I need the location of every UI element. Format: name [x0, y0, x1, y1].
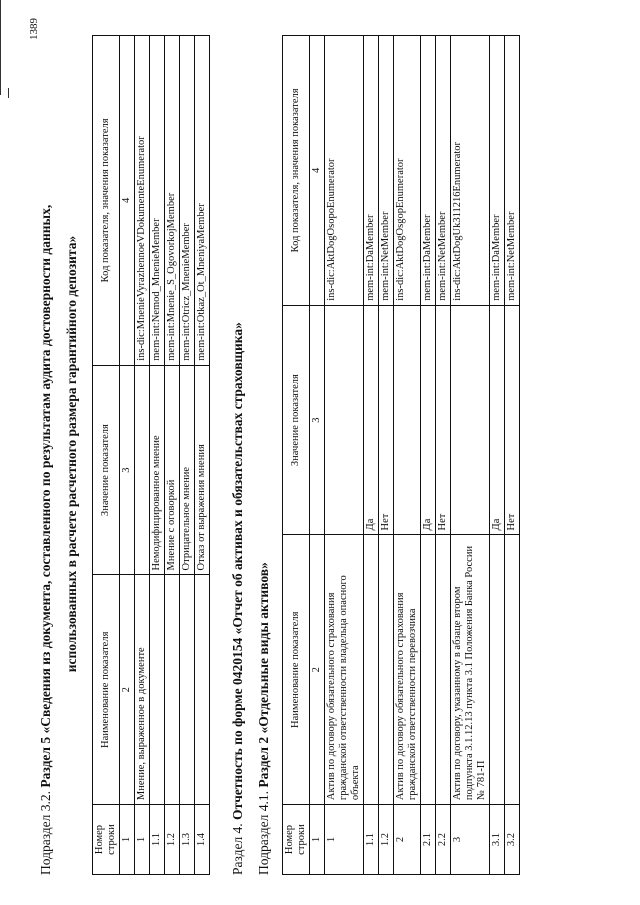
table-header-row [93, 36, 120, 875]
cell-indicator-name [180, 575, 195, 805]
header-num: 2 [120, 575, 135, 805]
cell-indicator-value: Отказ от выражения мнения [195, 365, 210, 575]
section-4-bold: Отчетность по форме 0420154 «Отчет об активах и обязательствах страховщика» [230, 322, 245, 820]
cell-indicator-value: Да [364, 305, 379, 535]
subsection-4-1-title [254, 33, 274, 875]
header-indicator-value: Значение показателя [283, 305, 310, 535]
table-row [195, 36, 210, 875]
cell-indicator-code: mem-int:Otkaz_Ot_MneniyaMember [195, 36, 210, 366]
table-row [180, 36, 195, 875]
subsection-4-1-bold: Раздел 2 «Отдельные виды активов» [256, 562, 271, 788]
cell-indicator-value: Да [490, 305, 505, 535]
cell-indicator-value: Немодифицированное мнение [150, 365, 165, 575]
header-num: 3 [310, 305, 325, 535]
cell-indicator-name: Мнение, выраженное в документе [135, 575, 150, 805]
table-header-row [283, 36, 310, 875]
cell-indicator-code: ins-dic:AktDogOsgopEnumerator [394, 36, 421, 306]
cell-indicator-code: ins-dic:AktDogOsopoEnumerator [325, 36, 364, 306]
cell-indicator-code: mem-int:NetMember [379, 36, 394, 306]
cell-row-number: 3.2 [505, 805, 520, 875]
cell-row-number: 1.2 [165, 805, 180, 875]
header-row-number: Номер строки [93, 805, 120, 875]
cell-indicator-name [165, 575, 180, 805]
table-row [490, 36, 505, 875]
subsection-4-1-prefix: Подраздел 4.1. [256, 787, 271, 875]
cell-indicator-name: Актив по договору обязательного страхования гражданской ответственности владельца опасного объекта [325, 535, 364, 805]
section-4-prefix: Раздел 4. [230, 819, 245, 875]
cell-indicator-code: ins-dic:AktDogUk311216Enumerator [451, 36, 490, 306]
header-indicator-name: Наименование показателя [93, 575, 120, 805]
cell-indicator-value: Нет [436, 305, 451, 535]
subsection-3-2-title-line2 [62, 33, 82, 875]
cell-indicator-value: Да [421, 305, 436, 535]
header-num: 1 [310, 805, 325, 875]
cell-indicator-name [150, 575, 165, 805]
table-body [135, 36, 210, 875]
cell-row-number: 2.1 [421, 805, 436, 875]
table-subsection-3-2 [92, 35, 210, 875]
cell-indicator-value: Отрицательное мнение [180, 365, 195, 575]
table-row [394, 36, 421, 875]
cell-indicator-value: Нет [379, 305, 394, 535]
table-row [364, 36, 379, 875]
page-content [36, 33, 520, 875]
table-row [150, 36, 165, 875]
cell-row-number: 1.4 [195, 805, 210, 875]
cell-indicator-value: Мнение с оговоркой [165, 365, 180, 575]
table-row [379, 36, 394, 875]
subsection-3-2-bold: Раздел 5 «Сведения из документа, составленного по результатам аудита достоверности данных, [38, 204, 53, 788]
cell-indicator-value: Нет [505, 305, 520, 535]
table-row [436, 36, 451, 875]
header-indicator-code: Код показателя, значения показателя [283, 36, 310, 306]
cell-indicator-name [379, 535, 394, 805]
cell-indicator-value [451, 305, 490, 535]
table-row [165, 36, 180, 875]
subsection-3-2-title [36, 33, 56, 875]
cell-row-number: 1.1 [150, 805, 165, 875]
header-num: 1 [120, 805, 135, 875]
header-indicator-code: Код показателя, значения показателя [93, 36, 120, 366]
cell-row-number: 1.1 [364, 805, 379, 875]
cell-indicator-value [325, 305, 364, 535]
table-row [325, 36, 364, 875]
cell-indicator-name [436, 535, 451, 805]
header-num: 3 [120, 365, 135, 575]
header-num: 2 [310, 535, 325, 805]
cell-indicator-code: mem-int:Mnenie_S_OgovorkojMember [165, 36, 180, 366]
cell-indicator-code: mem-int:Nemod_MnenieMember [150, 36, 165, 366]
table-header-num-row [310, 36, 325, 875]
cell-indicator-name: Актив по договору, указанному в абзаце втором подпункта 3.1.12.13 пункта 3.1 Положения Банка России № 781-П [451, 535, 490, 805]
table-row [421, 36, 436, 875]
cell-indicator-name [490, 535, 505, 805]
subsection-3-2-line2: использованных в расчете расчетного размера гарантийного депозита» [64, 235, 79, 673]
table-row [505, 36, 520, 875]
table-row [451, 36, 490, 875]
table-body [325, 36, 520, 875]
cell-row-number: 2 [394, 805, 421, 875]
page-number: 1389 [28, 18, 40, 40]
header-num: 4 [310, 36, 325, 306]
cell-indicator-code: mem-int:DaMember [364, 36, 379, 306]
table-row [135, 36, 150, 875]
subsection-3-2-prefix: Подраздел 3.2. [38, 787, 53, 875]
cell-indicator-value [394, 305, 421, 535]
header-indicator-name: Наименование показателя [283, 535, 310, 805]
cell-row-number: 1 [135, 805, 150, 875]
cell-row-number: 1 [325, 805, 364, 875]
section-4-title [228, 33, 248, 875]
cell-indicator-code: mem-int:NetMember [505, 36, 520, 306]
cell-indicator-code: mem-int:Otricz_MnenieMember [180, 36, 195, 366]
cell-indicator-code: mem-int:DaMember [421, 36, 436, 306]
cell-indicator-value [135, 365, 150, 575]
cell-row-number: 3.1 [490, 805, 505, 875]
cell-row-number: 2.2 [436, 805, 451, 875]
cell-row-number: 1.3 [180, 805, 195, 875]
header-row-number: Номер строки [283, 805, 310, 875]
cell-indicator-code: mem-int:NetMember [436, 36, 451, 306]
table-header-num-row [120, 36, 135, 875]
table-subsection-4-1 [282, 35, 520, 875]
cell-row-number: 1.2 [379, 805, 394, 875]
cell-indicator-name [421, 535, 436, 805]
cell-indicator-name [364, 535, 379, 805]
cell-indicator-name [505, 535, 520, 805]
cell-row-number: 3 [451, 805, 490, 875]
cell-indicator-code: ins-dic:MnenieVyrazhennoeVDokumenteEnumerator [135, 36, 150, 366]
cell-indicator-code: mem-int:DaMember [490, 36, 505, 306]
header-indicator-value: Значение показателя [93, 365, 120, 575]
header-num: 4 [120, 36, 135, 366]
cell-indicator-name: Актив по договору обязательного страхования гражданской ответственности перевозчика [394, 535, 421, 805]
cell-indicator-name [195, 575, 210, 805]
